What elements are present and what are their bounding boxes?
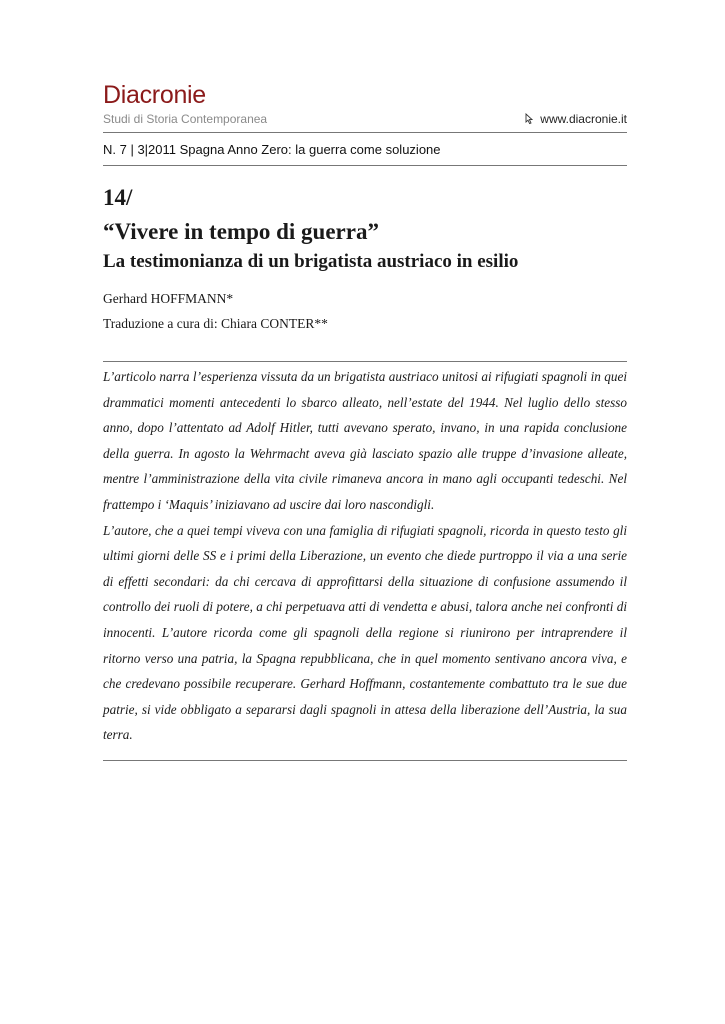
website-url[interactable]: www.diacronie.it xyxy=(540,112,627,126)
article-subtitle: La testimonianza di un brigatista austriaco in esilio xyxy=(103,251,519,272)
mouse-pointer-icon xyxy=(524,113,536,125)
abstract xyxy=(103,364,627,748)
article-title: “Vivere in tempo di guerra” xyxy=(103,219,379,244)
website-link[interactable] xyxy=(524,112,627,126)
header-divider xyxy=(103,132,627,133)
abstract-top-divider xyxy=(103,361,627,362)
journal-header-row xyxy=(103,112,627,126)
translator-credit: Traduzione a cura di: Chiara CONTER** xyxy=(103,316,328,331)
document-page xyxy=(103,80,627,761)
issue-divider xyxy=(103,165,627,166)
journal-subtitle: Studi di Storia Contemporanea xyxy=(103,112,268,126)
abstract-paragraph-2: L’autore, che a quei tempi viveva con una famiglia di rifugiati spagnoli, ricorda in questo testo gli ultimi giorni delle SS e i primi della Liberazione, un evento che diede purtroppo il via a una serie di effetti secondari: da chi cercava di approfittarsi della situazione di confusione assumendo il controllo dei ruoli di potere, a chi perpetuava atti di vendetta e abusi, talora anche nei confronti di innocenti. L’autore ricorda come gli spagnoli della regione si riunirono per intraprendere il ritorno verso una patria, la Spagna repubblicana, che in quel momento sentivano ancora viva, e che credevano possibile recuperare. Gerhard Hoffmann, costantemente combattuto tra le sue due patrie, si vide obbligato a separarsi dagli spagnoli in attesa della liberazione dell’Austria, la sua terra. xyxy=(103,522,627,743)
article-number: 14/ xyxy=(103,185,133,210)
issue-line: N. 7 | 3|2011 Spagna Anno Zero: la guerra come soluzione xyxy=(103,142,441,157)
author-name: Gerhard HOFFMANN* xyxy=(103,291,234,306)
abstract-paragraph-1: L’articolo narra l’esperienza vissuta da un brigatista austriaco unitosi ai rifugiati spagnoli in quei drammatici momenti antecedenti lo sbarco alleato, nell’estate del 1944. Nel luglio dello stesso anno, dopo l’attentato ad Adolf Hitler, tutti avevano sperato, invano, in una rapida conclusione della guerra. In agosto la Wehrmacht aveva già lasciato spazio alle truppe d’invasione alleate, mentre l’amministrazione della vita civile rimaneva ancora in mano agli occupanti tedeschi. Nel frattempo i ‘Maquis’ iniziavano ad uscire dai loro nascondigli. xyxy=(103,369,627,512)
journal-title: Diacronie xyxy=(103,81,206,109)
abstract-bottom-divider xyxy=(103,760,627,761)
